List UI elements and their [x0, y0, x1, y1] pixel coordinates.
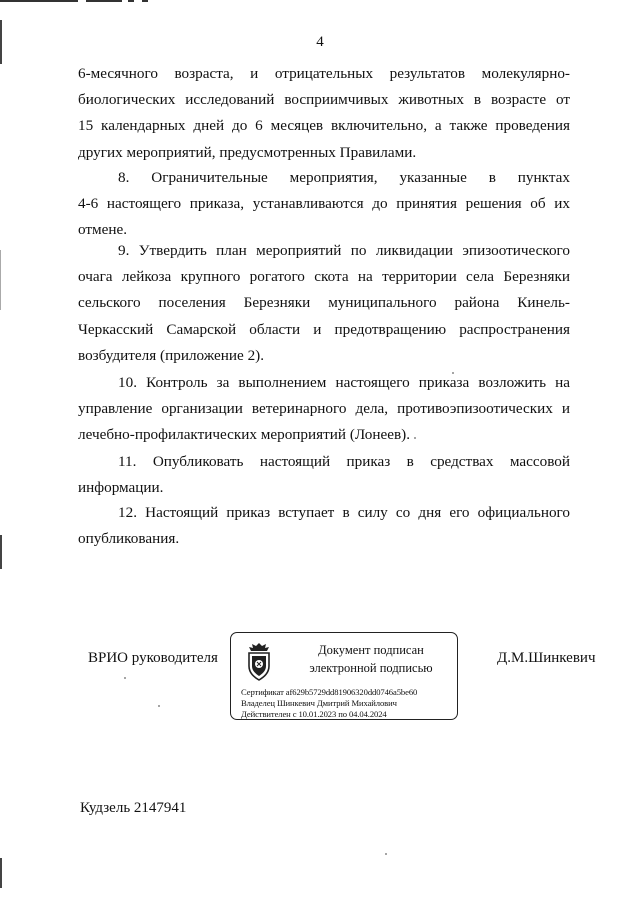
stamp-subtitle: электронной подписью — [309, 661, 433, 675]
text-line: 8. Ограничительные мероприятия, указанные в пунктах — [118, 169, 570, 186]
text-line: других мероприятий, предусмотренных Правилами. — [78, 143, 417, 161]
scan-speck — [158, 705, 160, 707]
text-line: опубликования. — [78, 530, 180, 548]
scan-speck — [385, 853, 387, 855]
text-line: 11. Опубликовать настоящий приказ в средствах массовой — [118, 453, 570, 470]
signatory-name: Д.М.Шинкевич — [497, 650, 596, 666]
signatory-position: ВРИО руководителя — [88, 650, 218, 666]
text-line: отмене. — [78, 221, 128, 239]
text-line: управление организации ветеринарного дела, противоэпизоотических и — [78, 400, 570, 418]
executor-note: Кудзель 2147941 — [80, 800, 187, 816]
stamp-owner: Владелец Шинкевич Дмитрий Михайлович — [241, 698, 397, 708]
stamp-validity: Действителен с 10.01.2023 по 04.04.2024 — [241, 709, 387, 719]
paragraph-continuation — [78, 61, 570, 166]
text-line: 6-месячного возраста, и отрицательных результатов молекулярно- — [78, 65, 570, 82]
text-line: 10. Контроль за выполнением настоящего приказа возложить на — [118, 374, 570, 391]
text-line: очага лейкоза крупного рогатого скота на территории села Березняки — [78, 268, 570, 286]
text-line: 9. Утвердить план мероприятий по ликвидации эпизоотического — [118, 242, 570, 259]
paragraph-10 — [78, 370, 570, 449]
text-line: 4-6 настоящего приказа, устанавливаются до принятия решения об их — [78, 195, 570, 213]
electronic-signature-stamp — [230, 632, 458, 720]
scan-edge-tick — [0, 535, 2, 569]
stamp-title: Документ подписан — [318, 643, 424, 657]
stamp-certificate: Сертификат af629b5729dd81906320dd0746a5be60 — [241, 687, 418, 697]
page-number: 4 — [316, 34, 324, 50]
paragraph-9 — [78, 238, 570, 369]
text-line: 12. Настоящий приказ вступает в силу со дня его официального — [118, 504, 570, 521]
scan-edge-mark — [0, 0, 150, 5]
text-line: лечебно-профилактических мероприятий (Лонеев). — [78, 426, 411, 444]
scan-edge-tick — [0, 250, 1, 310]
text-line: 15 календарных дней до 6 месяцев включительно, а также проведения — [78, 117, 570, 135]
text-line: информации. — [78, 479, 164, 497]
text-line: возбудителя (приложение 2). — [78, 346, 265, 364]
paragraph-11 — [78, 449, 570, 501]
text-line: Черкасский Самарской области и предотвращению распространения — [78, 320, 570, 338]
scan-speck — [124, 677, 126, 679]
paragraph-8 — [78, 165, 570, 244]
coat-of-arms-icon — [243, 642, 275, 682]
scan-edge-tick — [0, 858, 2, 888]
scan-speck — [452, 372, 454, 374]
scan-speck — [414, 437, 416, 439]
paragraph-12 — [78, 500, 570, 552]
text-line: сельского поселения Березняки муниципального района Кинель- — [78, 294, 570, 312]
text-line: биологических исследований восприимчивых животных в возрасте от — [78, 91, 570, 109]
